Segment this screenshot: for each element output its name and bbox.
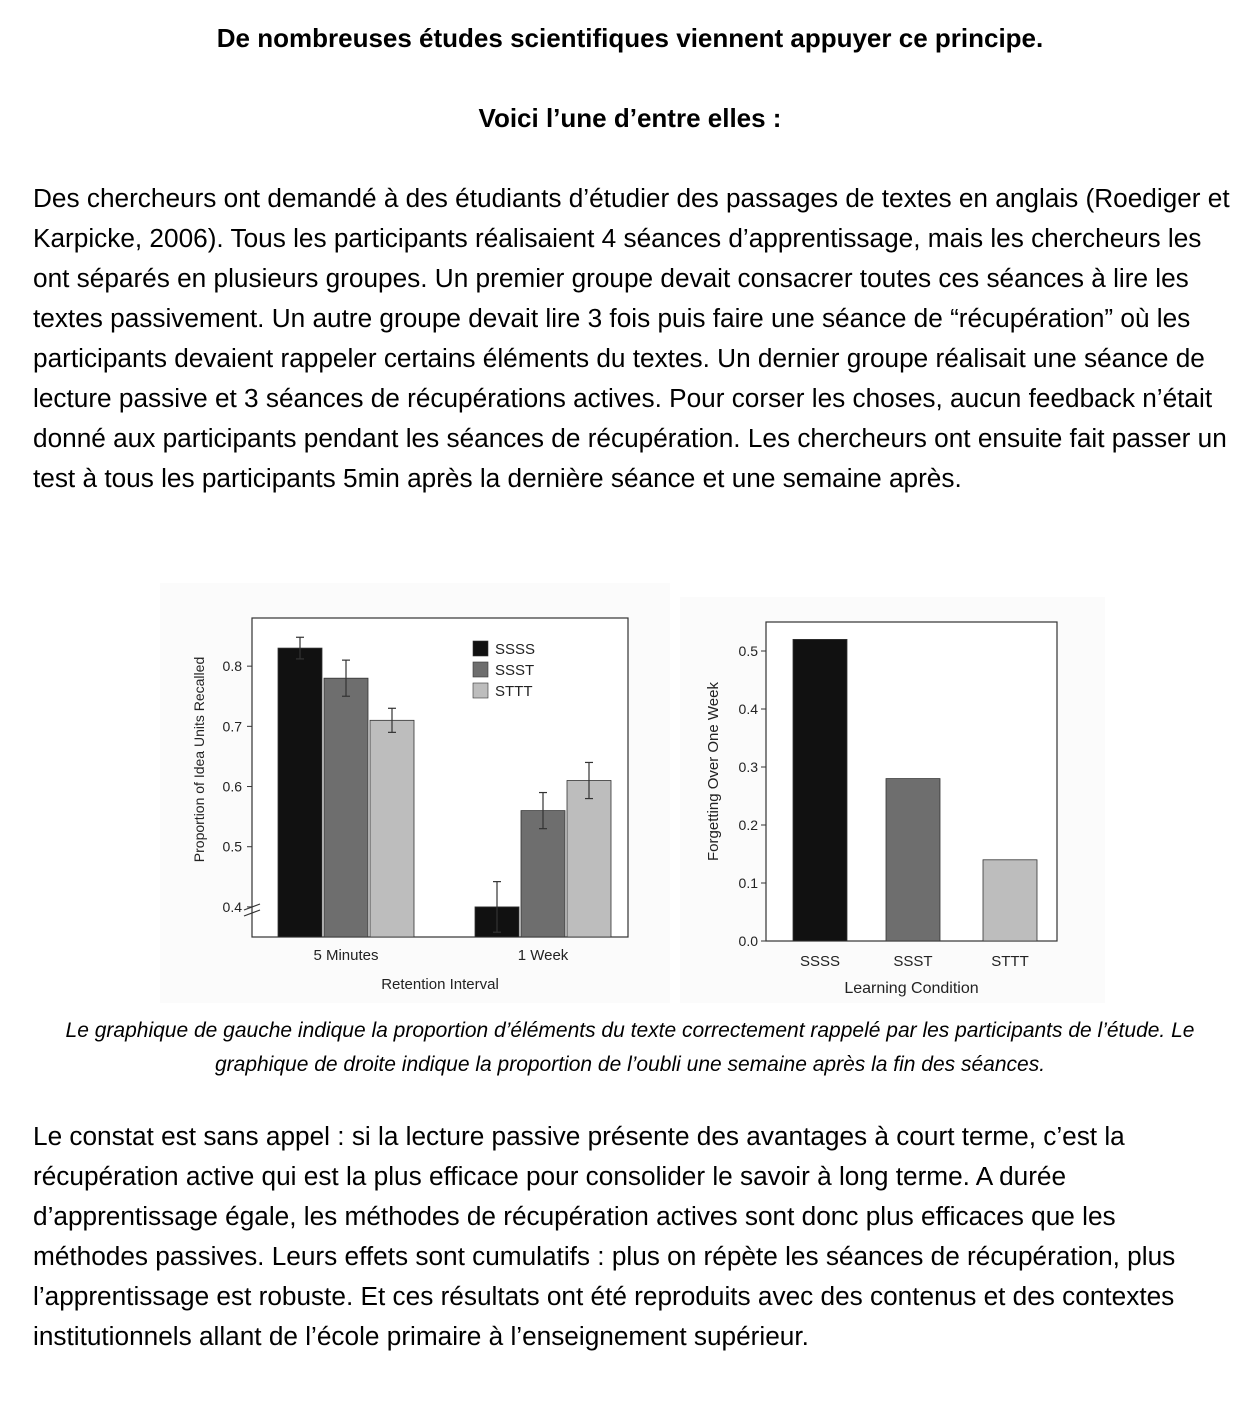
y-tick-label: 0.8 xyxy=(222,658,242,675)
bar-ssst xyxy=(521,811,565,937)
y-tick-label: 0.6 xyxy=(222,778,242,795)
legend-label-ssss: SSSS xyxy=(495,641,536,658)
x-axis-label: Learning Condition xyxy=(844,980,979,997)
y-tick-label: 0.4 xyxy=(738,701,758,717)
forgetting-chart-figure xyxy=(680,597,1105,1003)
bar-ssss xyxy=(278,648,322,937)
x-tick-label: 5 Minutes xyxy=(313,947,379,964)
legend-label-sttt: STTT xyxy=(495,683,533,700)
legend-label-ssst: SSST xyxy=(495,662,535,679)
forgetting-chart xyxy=(680,597,1105,1003)
bar-ssst xyxy=(324,678,368,937)
legend-swatch-ssss xyxy=(473,641,488,656)
y-axis-label: Proportion of Idea Units Recalled xyxy=(191,656,207,863)
heading-example: Voici l’une d’entre elles : xyxy=(478,103,782,133)
bar-ssst xyxy=(886,779,940,941)
x-axis-label: Retention Interval xyxy=(381,976,499,993)
x-tick-label: STTT xyxy=(991,953,1029,970)
bar-ssss xyxy=(793,639,847,941)
x-tick-label: SSSS xyxy=(799,953,841,970)
legend-swatch-sttt xyxy=(473,683,488,698)
y-tick-label: 0.0 xyxy=(738,933,758,949)
recall-chart-figure xyxy=(160,583,670,1003)
y-axis-label: Forgetting Over One Week xyxy=(705,682,722,861)
bar-sttt xyxy=(567,781,611,937)
study-description-paragraph: Des chercheurs ont demandé à des étudiants d’étudier des passages de textes en anglais (Roediger et Karpicke, 2006). Tous les participants réalisaient 4 séances d’apprentissage, mais les chercheurs les ont séparés en plusieurs groupes. Un premier groupe devait consacrer toutes ces séances à lire les textes passivement. Un autre groupe devait lire 3 fois puis faire une séance de “récupération” où les participants devaient rappeler certains éléments du textes. Un dernier groupe réalisait une séance de lecture passive et 3 séances de récupérations actives. Pour corser les choses, aucun feedback n’était donné aux participants pendant les séances de récupération. Les chercheurs ont ensuite fait passer un test à tous les participants 5min après la dernière séance et une semaine après. xyxy=(33,183,1230,493)
bar-sttt xyxy=(983,860,1037,941)
bar-sttt xyxy=(370,720,414,937)
heading-studies: De nombreuses études scientifiques viennent appuyer ce principe. xyxy=(216,23,1044,53)
y-tick-label: 0.5 xyxy=(738,643,758,659)
figure-caption: Le graphique de gauche indique la proportion d’éléments du texte correctement rappelé par les participants de l’étude. Le graphique de droite indique la proportion de l’oubli une semaine après la fin des séances. xyxy=(65,1019,1195,1076)
y-tick-label: 0.5 xyxy=(222,838,242,855)
y-tick-label: 0.2 xyxy=(738,817,758,833)
conclusion-paragraph: Le constat est sans appel : si la lecture passive présente des avantages à court terme, c’est la récupération active qui est la plus efficace pour consolider le savoir à long terme. A durée d’apprentissage égale, les méthodes de récupération actives sont donc plus efficaces que les méthodes passives. Leurs effets sont cumulatifs : plus on répète les séances de récupération, plus l’apprentissage est robuste. Et ces résultats ont été reproduits avec des contenus et des contextes institutionnels allant de l’école primaire à l’enseignement supérieur. xyxy=(33,1121,1176,1351)
y-tick-label: 0.4 xyxy=(222,898,242,915)
x-tick-label: 1 Week xyxy=(517,947,569,964)
y-tick-label: 0.7 xyxy=(222,718,242,735)
legend-swatch-ssst xyxy=(473,662,488,677)
recall-chart xyxy=(160,583,670,1003)
y-tick-label: 0.1 xyxy=(738,875,758,891)
x-tick-label: SSST xyxy=(893,953,933,970)
y-tick-label: 0.3 xyxy=(738,759,758,775)
